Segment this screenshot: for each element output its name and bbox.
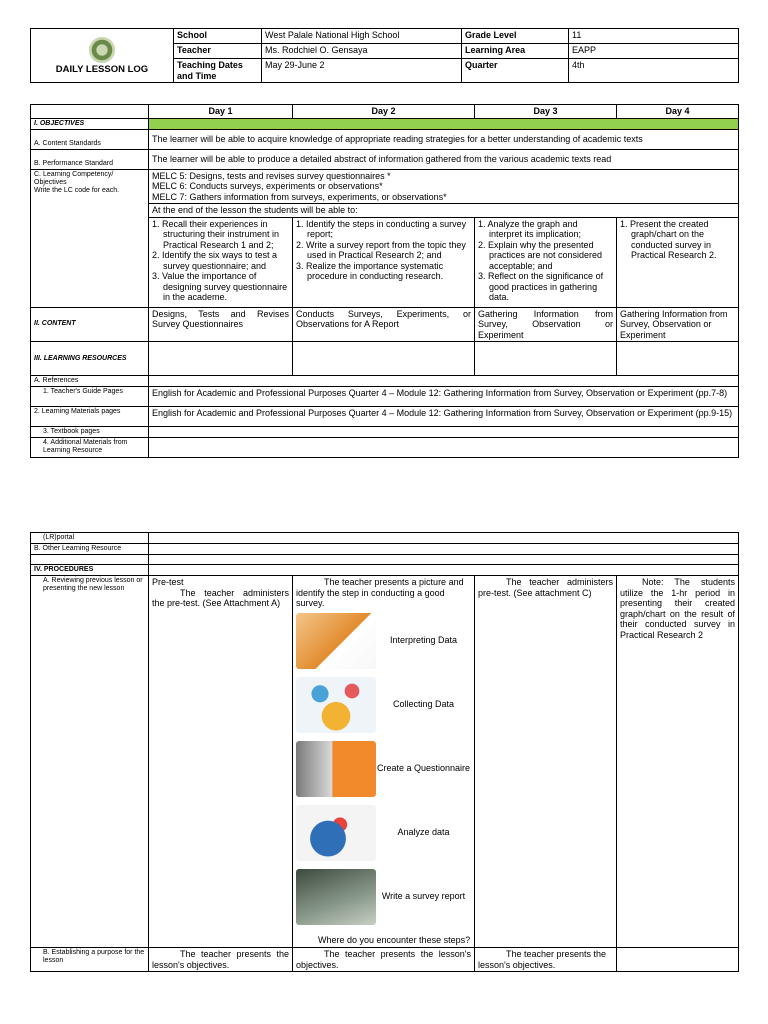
day-4-header: Day 4 — [617, 105, 739, 119]
day-1-objectives — [149, 217, 293, 307]
header-table — [30, 28, 739, 83]
content-heading: II. CONTENT — [31, 307, 149, 342]
objective-item: 2. Write a survey report from the topic they used in Practical Research 2; and — [296, 239, 466, 260]
data-box-icon — [296, 677, 376, 733]
quarter-value: 4th — [569, 59, 739, 83]
steps-question: Where do you encounter these steps? — [318, 934, 471, 945]
step-create-questionnaire: Create a Questionnaire — [296, 737, 471, 801]
lesson-table-top — [30, 104, 739, 458]
pretest-title: Pre-test — [152, 577, 184, 587]
learning-materials-label: 2. Learning Materials pages — [31, 407, 149, 427]
objective-item: 1. Recall their experiences in structuring their instrument in Practical Research 1 and 2; — [152, 218, 280, 250]
objective-item: 2. Identify the six ways to test a survey questionnaire; and — [152, 250, 278, 271]
step-interpreting-data: Interpreting Data — [296, 609, 471, 673]
procedures-heading: IV. PROCEDURES — [31, 565, 149, 576]
school-label: School — [174, 29, 262, 44]
grade-value: 11 — [569, 29, 739, 44]
dates-value: May 29-June 2 — [262, 59, 462, 83]
presentation-chart-icon — [296, 613, 376, 669]
teachers-guide-label: 1. Teacher's Guide Pages — [31, 387, 149, 407]
purpose-day-3: The teacher presents the lesson's objectives. — [475, 948, 617, 972]
performance-standard-text: The learner will be able to produce a detailed abstract of information gathered from the various academic texts read — [149, 149, 739, 169]
log-title: DAILY LESSON LOG — [55, 64, 149, 76]
competency-label-cell — [31, 169, 149, 307]
step-analyze-data: Analyze data — [296, 801, 471, 865]
school-value: West Palale National High School — [262, 29, 462, 44]
objective-item: 1. Present the created graph/chart on the conducted survey in Practical Research 2. — [620, 218, 717, 260]
questionnaire-icon — [296, 741, 376, 797]
competency-note: Write the LC code for each. — [34, 186, 120, 194]
picture-intro: The teacher presents a picture and identify the step in conducting a good survey. — [296, 577, 464, 608]
reviewing-lesson-label: A. Reviewing previous lesson or presenting the new lesson — [31, 576, 149, 948]
melc-6: MELC 6: Conducts surveys, experiments or observations* — [152, 181, 383, 191]
melc-5: MELC 5: Designs, tests and revises survey questionnaires * — [152, 170, 391, 181]
content-day-3: Gathering Information from Survey, Observation or Experiment — [475, 307, 617, 342]
performance-standard-label: B. Performance Standard — [31, 149, 149, 169]
magnifier-globe-icon — [296, 805, 376, 861]
day-3-header: Day 3 — [475, 105, 617, 119]
reviewing-day-4: Note: The students utilize the 1-hr period in presenting their created graph/chart on the result of their conducted survey in Practical Research 2 — [617, 576, 739, 948]
step-collecting-data: Collecting Data — [296, 673, 471, 737]
day-3-objectives — [475, 217, 617, 307]
resources-heading: III. LEARNING RESOURCES — [31, 342, 149, 376]
day-2-header: Day 2 — [293, 105, 475, 119]
melc-cell — [149, 169, 739, 204]
content-standards-text: The learner will be able to acquire knowledge of appropriate reading strategies for a better understanding of academic texts — [149, 129, 739, 149]
day-2-objectives — [293, 217, 475, 307]
end-of-lesson-intro: At the end of the lesson the students will be able to: — [149, 204, 739, 218]
day-4-objectives — [617, 217, 739, 307]
content-day-2: Conducts Surveys, Experiments, or Observations for A Report — [293, 307, 475, 342]
pretest-text: The teacher administers the pre-test. (See Attachment A) — [152, 587, 289, 608]
objectives-heading: I. OBJECTIVES — [31, 118, 149, 129]
lesson-table-bottom — [30, 532, 739, 972]
teacher-label: Teacher — [174, 44, 262, 59]
objective-item: 1. Identify the steps in conducting a survey report; — [296, 218, 467, 239]
purpose-day-2: The teacher presents the lesson's objectives. — [293, 948, 475, 972]
objective-item: 3. Reflect on the significance of good practices in gathering data. — [478, 271, 604, 302]
other-resource-label: B. Other Learning Resource — [31, 544, 149, 555]
content-day-4: Gathering Information from Survey, Observation or Experiment — [617, 307, 739, 342]
melc-7: MELC 7: Gathers information from surveys, experiments, or observations* — [152, 191, 447, 202]
teachers-guide-text: English for Academic and Professional Purposes Quarter 4 – Module 12: Gathering Information from Survey, Observation or Experiment (pp.7-8) — [149, 387, 739, 407]
additional-materials-label: 4. Additional Materials from Learning Resource — [31, 438, 149, 458]
reviewing-day-1 — [149, 576, 293, 948]
objectives-green-bar — [149, 118, 739, 129]
grade-label: Grade Level — [462, 29, 569, 44]
objective-item: 2. Explain why the presented practices are not considered acceptable; and — [478, 239, 603, 271]
objective-item: 3. Value the importance of designing survey questionnaire in the academe. — [152, 271, 288, 302]
content-standards-label: A. Content Standards — [31, 129, 149, 149]
school-seal-icon — [89, 37, 115, 63]
laptop-writing-icon — [296, 869, 376, 925]
teacher-value: Ms. Rodchiel O. Gensaya — [262, 44, 462, 59]
learning-materials-text: English for Academic and Professional Purposes Quarter 4 – Module 12: Gathering Information from Survey, Observation or Experiment (pp.9-15) — [149, 407, 739, 427]
day-1-header: Day 1 — [149, 105, 293, 119]
objective-item: 3. Realize the importance systematic procedure in conducting research. — [296, 260, 444, 281]
area-value: EAPP — [569, 44, 739, 59]
step-write-report: Write a survey report — [296, 865, 471, 929]
competency-label: C. Learning Competency/ Objectives — [34, 170, 114, 186]
log-title-cell — [31, 29, 174, 83]
content-day-1: Designs, Tests and Revises Survey Questionnaires — [149, 307, 293, 342]
purpose-day-1: The teacher presents the lesson's objectives. — [149, 948, 293, 972]
textbook-label: 3. Textbook pages — [31, 427, 149, 438]
lr-portal-label: (LR)portal — [31, 533, 149, 544]
purpose-label: B. Establishing a purpose for the lesson — [31, 948, 149, 972]
quarter-label: Quarter — [462, 59, 569, 83]
dates-label: Teaching Dates and Time — [174, 59, 262, 83]
area-label: Learning Area — [462, 44, 569, 59]
reviewing-day-3: The teacher administers pre-test. (See attachment C) — [475, 576, 617, 948]
references-label: A. References — [31, 376, 149, 387]
reviewing-day-2 — [293, 576, 475, 948]
objective-item: 1. Analyze the graph and interpret its implication; — [478, 218, 582, 239]
